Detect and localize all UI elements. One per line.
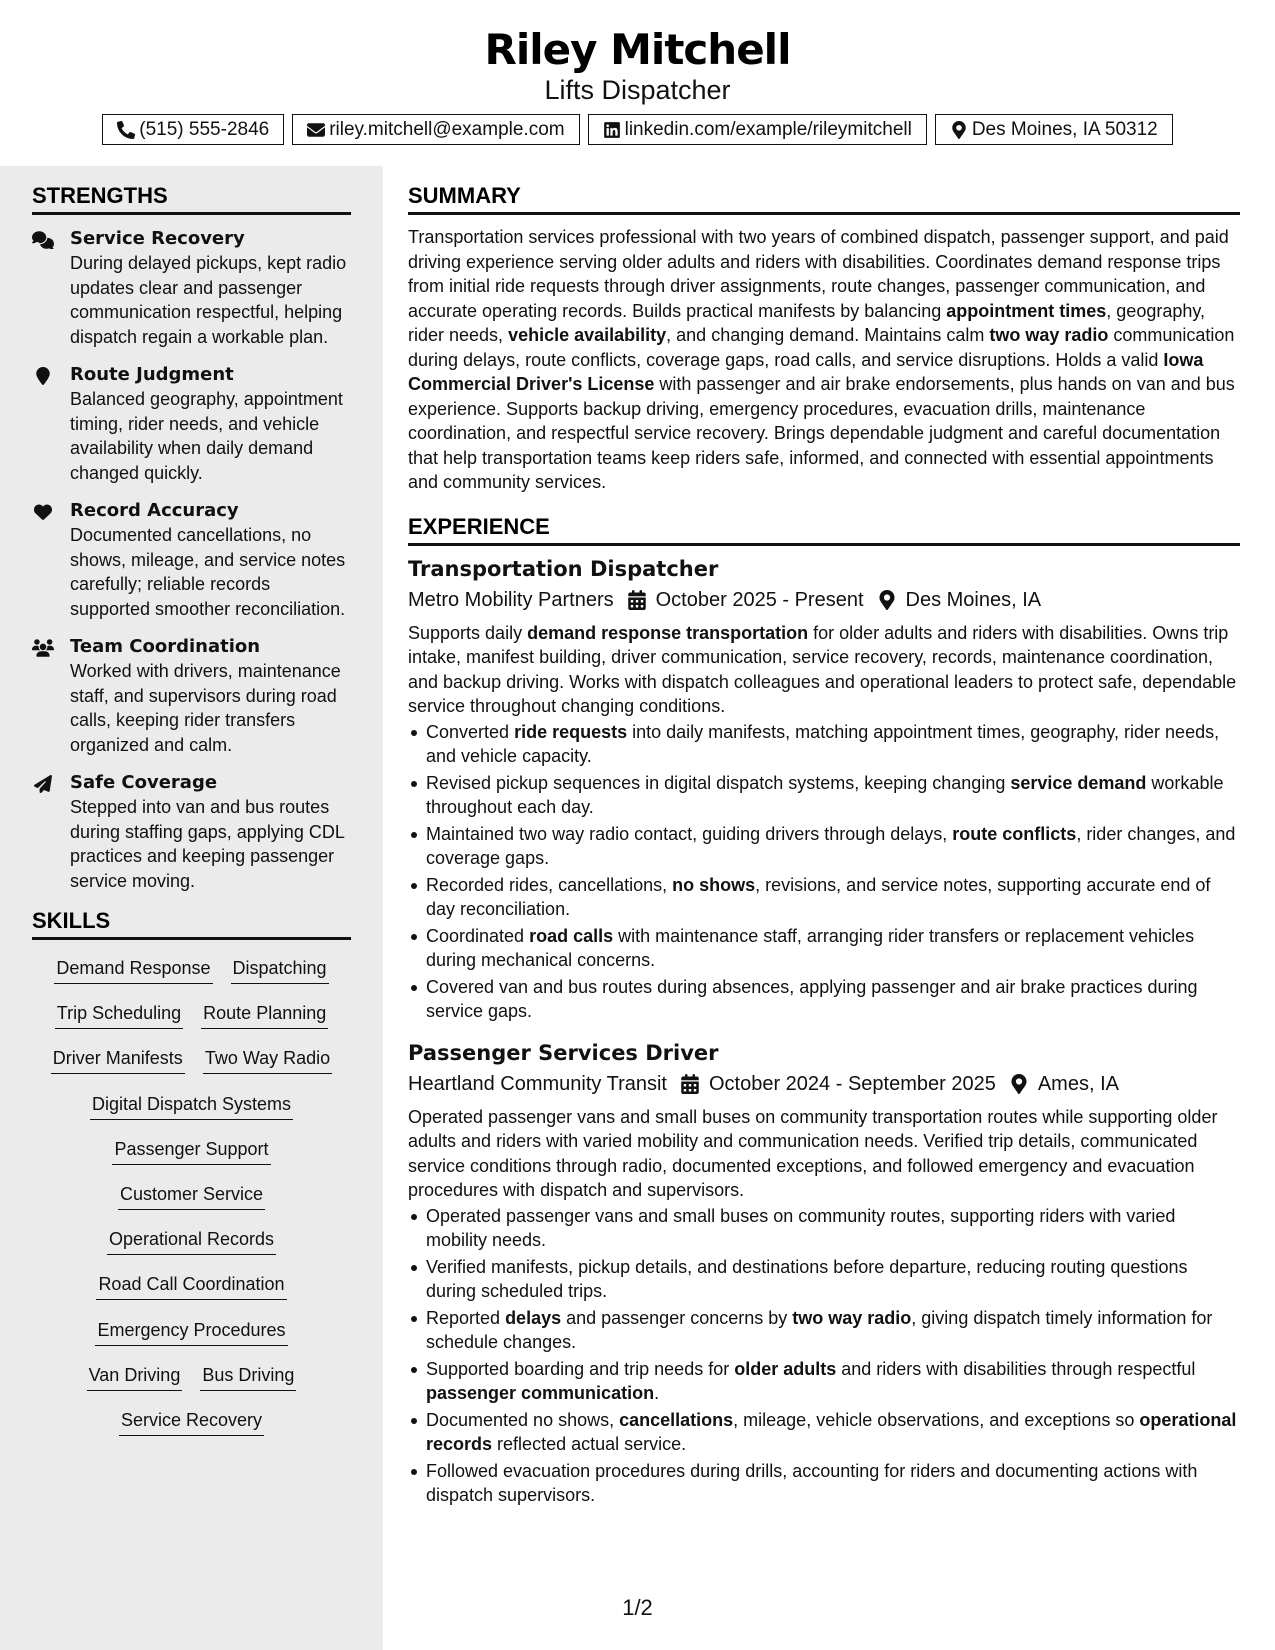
sidebar <box>0 166 383 1650</box>
contact-phone-text: (515) 555-2846 <box>139 118 270 140</box>
skill-row <box>118 1182 265 1227</box>
bold-keyword: ride requests <box>514 721 628 742</box>
skill-row <box>112 1137 270 1182</box>
strength-item <box>32 635 351 757</box>
job-location: Des Moines, IA <box>905 588 1042 611</box>
bullet-item <box>408 924 1240 973</box>
bold-keyword: demand response transportation <box>527 622 809 643</box>
skill-tag: Dispatching <box>231 956 329 984</box>
skill-tag: Customer Service <box>118 1182 265 1210</box>
job-title: Passenger Services Driver <box>408 1040 719 1065</box>
bold-keyword: appointment times <box>946 300 1107 321</box>
text-run: Covered van and bus routes during absences, applying passenger and air brake practices during service gaps. <box>426 976 1198 1021</box>
bold-keyword: cancellations <box>619 1409 734 1430</box>
text-run: Revised pickup sequences in digital dispatch systems, keeping changing <box>426 772 1011 793</box>
job-company: Metro Mobility Partners <box>408 588 614 611</box>
page-number: 1/2 <box>622 1595 653 1620</box>
job-title: Transportation Dispatcher <box>408 556 719 581</box>
text-run: Followed evacuation procedures during drills, accounting for riders and documenting actions with dispatch supervisors. <box>426 1460 1198 1505</box>
location-pin-icon <box>1010 1074 1028 1094</box>
strength-item <box>32 227 351 349</box>
bullet-item <box>408 975 1240 1024</box>
skills-heading: SKILLS <box>32 907 351 940</box>
bold-keyword: Iowa Commercial Driver's License <box>408 349 1204 394</box>
strength-title: Record Accuracy <box>70 500 239 521</box>
skill-tag: Two Way Radio <box>203 1046 332 1074</box>
text-run: , rider changes, and coverage gaps. <box>426 823 1236 868</box>
skill-tag: Emergency Procedures <box>95 1318 287 1346</box>
strengths-heading: STRENGTHS <box>32 182 351 215</box>
text-run: with passenger and air brake endorsements, plus hands on van and bus experience. Supports backup driving, emergency procedures, evacuation drills, maintenance coordination, and respectful service recovery. Brings dependable judgment and careful documentation that help transportation teams keep riders safe, informed, and connected with essential appointments and community services. <box>408 374 1235 492</box>
bullet-item <box>408 1204 1240 1253</box>
map-pin-icon <box>32 367 54 385</box>
bullet-item <box>408 1255 1240 1304</box>
strength-desc: Worked with drivers, maintenance staff, and supervisors during road calls, keeping rider transfers organized and calm. <box>70 661 341 755</box>
job-dates: October 2025 - Present <box>655 588 864 611</box>
text-run: for older adults and riders with disabilities. Owns trip intake, manifest building, driver communication, service recovery, records, maintenance coordination, and backup driving. Works with dispatch colleagues and operational leaders to protect safe, dependable service throughout changing conditions. <box>408 622 1237 716</box>
strength-item <box>32 771 351 893</box>
bold-keyword: road calls <box>529 925 614 946</box>
candidate-name: Riley Mitchell <box>484 25 791 74</box>
summary-heading: SUMMARY <box>408 182 1240 215</box>
text-run: Coordinated <box>426 925 530 946</box>
skill-tag: Bus Driving <box>200 1363 296 1391</box>
skill-row <box>55 1001 329 1046</box>
location-pin-icon <box>950 121 968 139</box>
experience-heading: EXPERIENCE <box>408 513 1240 546</box>
location-pin-icon <box>878 590 896 610</box>
text-run: Documented no shows, <box>426 1409 620 1430</box>
skill-row <box>87 1363 297 1408</box>
bold-keyword: no shows <box>672 874 756 895</box>
text-run: Supported boarding and trip needs for <box>426 1358 735 1379</box>
strength-desc: During delayed pickups, kept radio updates clear and passenger communication respectful, helping dispatch regain a workable plan. <box>70 253 347 347</box>
bullet-item <box>408 873 1240 922</box>
skill-row <box>96 1272 286 1317</box>
bullet-item <box>408 1357 1240 1406</box>
skill-row <box>119 1408 264 1453</box>
text-run: Verified manifests, pickup details, and destinations before departure, reducing routing questions during scheduled trips. <box>426 1256 1188 1301</box>
contact-location <box>935 114 1173 145</box>
contact-linkedin[interactable] <box>588 114 927 145</box>
linkedin-icon <box>603 121 621 139</box>
contact-email[interactable] <box>292 114 579 145</box>
skill-tag: Driver Manifests <box>51 1046 185 1074</box>
contact-phone[interactable] <box>102 114 284 145</box>
bold-keyword: operational records <box>426 1409 1237 1454</box>
candidate-role: Lifts Dispatcher <box>544 75 731 105</box>
job-dates: October 2024 - September 2025 <box>708 1072 996 1095</box>
skill-row <box>95 1318 287 1363</box>
job-bullets <box>408 720 1240 1024</box>
text-run: , giving dispatch timely information for schedule changes. <box>426 1307 1213 1352</box>
comments-icon <box>32 231 54 249</box>
job-bullets <box>408 1204 1240 1508</box>
text-run: and passenger concerns by <box>561 1307 793 1328</box>
bullet-item <box>408 822 1240 871</box>
text-run: and riders with disabilities through respectful <box>836 1358 1196 1379</box>
text-run: , geography, rider needs, <box>408 300 1206 345</box>
strength-item <box>32 499 351 621</box>
resume-header <box>0 0 1275 166</box>
bullet-item <box>408 771 1240 820</box>
text-run: Maintained two way radio contact, guiding drivers through delays, <box>426 823 953 844</box>
strength-desc: Documented cancellations, no shows, mileage, and service notes carefully; reliable records supported smoother reconciliation. <box>70 525 346 619</box>
bold-keyword: service demand <box>1010 772 1147 793</box>
skill-tag: Van Driving <box>87 1363 183 1391</box>
bold-keyword: older adults <box>734 1358 837 1379</box>
bold-keyword: delays <box>505 1307 562 1328</box>
job-entry <box>408 1038 1240 1508</box>
skill-tag: Demand Response <box>54 956 212 984</box>
job-meta <box>408 1069 1240 1099</box>
skill-row <box>107 1227 276 1272</box>
bullet-item <box>408 1459 1240 1508</box>
strength-title: Safe Coverage <box>70 772 218 793</box>
paper-plane-icon <box>32 775 54 793</box>
skill-tag: Route Planning <box>201 1001 328 1029</box>
text-run: Operated passenger vans and small buses on community transportation routes while supporting older adults and riders with varied mobility and communication needs. Verified trip details, communicated service conditions through radio, documented exceptions, and followed emergency and evacuation procedures with dispatch and supervisors. <box>408 1106 1218 1200</box>
main-content <box>408 182 1240 1510</box>
skill-tag: Trip Scheduling <box>55 1001 183 1029</box>
envelope-icon <box>307 121 325 139</box>
text-run: Transportation services professional with two years of combined dispatch, passenger support, and paid driving experience serving older adults and riders with disabilities. Coordinates demand response trips from initial ride requests through driver assignments, route changes, passenger communication, and accurate operating records. Builds practical manifests by balancing <box>408 227 1229 321</box>
calendar-icon <box>681 1074 699 1094</box>
bullet-item <box>408 1408 1240 1457</box>
strength-item <box>32 363 351 485</box>
job-entry <box>408 554 1240 1024</box>
skill-tag: Digital Dispatch Systems <box>90 1092 293 1120</box>
job-description <box>408 1105 1240 1203</box>
text-run: Reported <box>426 1307 506 1328</box>
strengths-list <box>32 227 351 893</box>
text-run: reflected actual service. <box>492 1434 687 1454</box>
skill-row <box>90 1092 293 1137</box>
skill-row <box>54 956 328 1001</box>
text-run: into daily manifests, matching appointment times, geography, rider needs, and vehicle capacity. <box>426 721 1220 766</box>
text-run: . <box>654 1383 660 1403</box>
skill-tag: Passenger Support <box>112 1137 270 1165</box>
text-run: Recorded rides, cancellations, <box>426 874 673 895</box>
strength-title: Team Coordination <box>70 636 261 657</box>
calendar-icon <box>628 590 646 610</box>
contact-email-text: riley.mitchell@example.com <box>329 118 565 140</box>
bold-keyword: two way radio <box>989 325 1109 345</box>
job-location: Ames, IA <box>1037 1072 1119 1095</box>
strength-desc: Balanced geography, appointment timing, rider needs, and vehicle availability when daily demand changed quickly. <box>70 389 343 483</box>
text-run: workable throughout each day. <box>426 772 1224 817</box>
bold-keyword: two way radio <box>792 1307 912 1328</box>
job-meta <box>408 585 1240 615</box>
skill-tag: Operational Records <box>107 1227 276 1255</box>
users-icon <box>32 639 54 657</box>
skill-tag: Road Call Coordination <box>96 1272 286 1300</box>
summary-text <box>408 225 1240 495</box>
strength-desc: Stepped into van and bus routes during staffing gaps, applying CDL practices and keeping passenger service moving. <box>70 797 345 891</box>
bold-keyword: vehicle availability <box>508 325 667 345</box>
text-run: Converted <box>426 721 515 742</box>
text-run: communication during delays, route conflicts, coverage gaps, road calls, and service disruptions. Holds a valid <box>408 325 1235 370</box>
text-run: with maintenance staff, arranging rider transfers or replacement vehicles during mechanical concerns. <box>426 925 1195 970</box>
contact-bar <box>0 114 1275 145</box>
text-run: Operated passenger vans and small buses on community routes, supporting riders with varied mobility needs. <box>426 1205 1176 1250</box>
skill-tag: Service Recovery <box>119 1408 264 1436</box>
heart-icon <box>32 503 54 521</box>
bullet-item <box>408 1306 1240 1355</box>
strength-title: Service Recovery <box>70 228 245 249</box>
contact-location-text: Des Moines, IA 50312 <box>971 118 1158 140</box>
job-company: Heartland Community Transit <box>408 1072 667 1095</box>
bullet-item <box>408 720 1240 769</box>
text-run: , revisions, and service notes, supporting accurate end of day reconciliation. <box>426 874 1211 919</box>
phone-icon <box>117 121 135 139</box>
skills-list <box>32 956 351 1453</box>
bold-keyword: route conflicts <box>952 823 1077 844</box>
skill-row <box>51 1046 332 1091</box>
strength-title: Route Judgment <box>70 364 234 385</box>
bold-keyword: passenger communication <box>426 1383 655 1403</box>
text-run: Supports daily <box>408 622 528 643</box>
text-run: , and changing demand. Maintains calm <box>666 325 990 345</box>
contact-linkedin-text: linkedin.com/example/rileymitchell <box>624 118 912 140</box>
text-run: , mileage, vehicle observations, and exceptions so <box>733 1409 1140 1430</box>
job-description <box>408 621 1240 719</box>
